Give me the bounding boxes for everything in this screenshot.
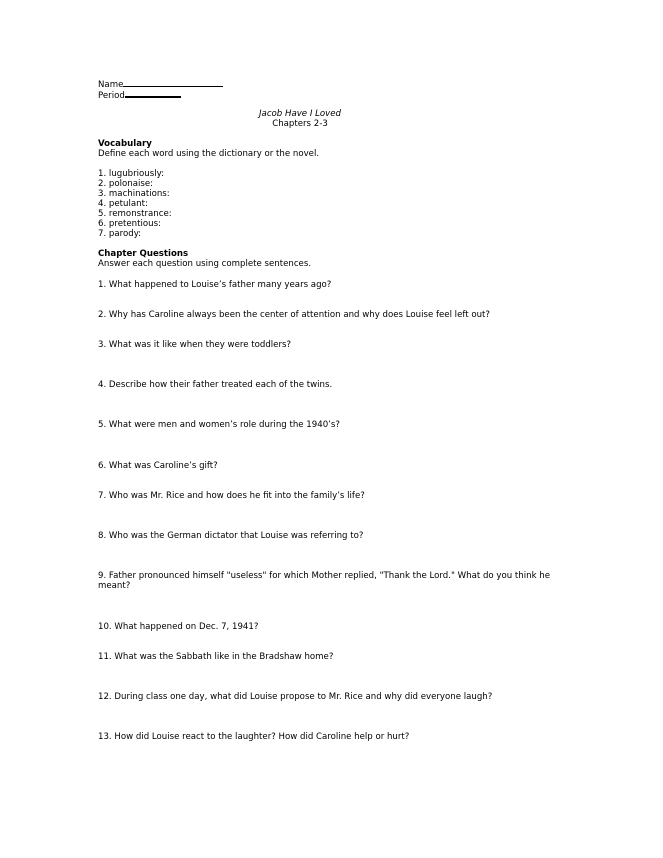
- period-blank[interactable]: [125, 88, 181, 98]
- question-item: 5. What were men and women’s role during the 1940’s?: [98, 420, 340, 430]
- question-item: 1. What happened to Louise’s father many years ago?: [98, 280, 332, 290]
- vocab-item: 7. parody:: [98, 229, 142, 239]
- question-item: 7. Who was Mr. Rice and how does he fit into the family’s life?: [98, 491, 365, 501]
- vocab-item: 1. lugubriously:: [98, 169, 164, 179]
- question-item: 6. What was Caroline’s gift?: [98, 461, 218, 471]
- question-item: 2. Why has Caroline always been the center of attention and why does Louise feel left out?: [98, 310, 490, 320]
- question-item: 8. Who was the German dictator that Louise was referring to?: [98, 531, 364, 541]
- question-item: 11. What was the Sabbath like in the Bradshaw home?: [98, 652, 334, 662]
- name-blank[interactable]: [123, 78, 223, 87]
- vocab-item: 6. pretentious:: [98, 219, 161, 229]
- vocab-item: 2. polonaise:: [98, 179, 154, 189]
- book-title: Jacob Have I Loved: [259, 109, 341, 119]
- question-item: 12. During class one day, what did Louise propose to Mr. Rice and why did everyone laugh?: [98, 692, 493, 702]
- vocab-item: 5. remonstrance:: [98, 209, 172, 219]
- vocab-item: 4. petulant:: [98, 199, 148, 209]
- question-item: 3. What was it like when they were toddlers?: [98, 340, 292, 350]
- vocab-item: 3. machinations:: [98, 189, 170, 199]
- questions-heading: Chapter Questions: [98, 249, 189, 259]
- question-item: 4. Describe how their father treated each of the twins.: [98, 380, 333, 390]
- vocabulary-heading: Vocabulary: [98, 139, 152, 149]
- vocabulary-instructions: Define each word using the dictionary or the novel.: [98, 149, 320, 159]
- name-label: Name: [98, 80, 124, 90]
- chapters-subtitle: Chapters 2-3: [272, 119, 328, 129]
- period-label: Period: [98, 91, 125, 101]
- question-item: 9. Father pronounced himself "useless" for which Mother replied, "Thank the Lord." What do you think he meant?: [98, 571, 551, 591]
- question-item: 13. How did Louise react to the laughter? How did Caroline help or hurt?: [98, 732, 410, 742]
- questions-instructions: Answer each question using complete sentences.: [98, 259, 312, 269]
- period-field: [98, 88, 181, 101]
- question-item: 10. What happened on Dec. 7, 1941?: [98, 622, 259, 632]
